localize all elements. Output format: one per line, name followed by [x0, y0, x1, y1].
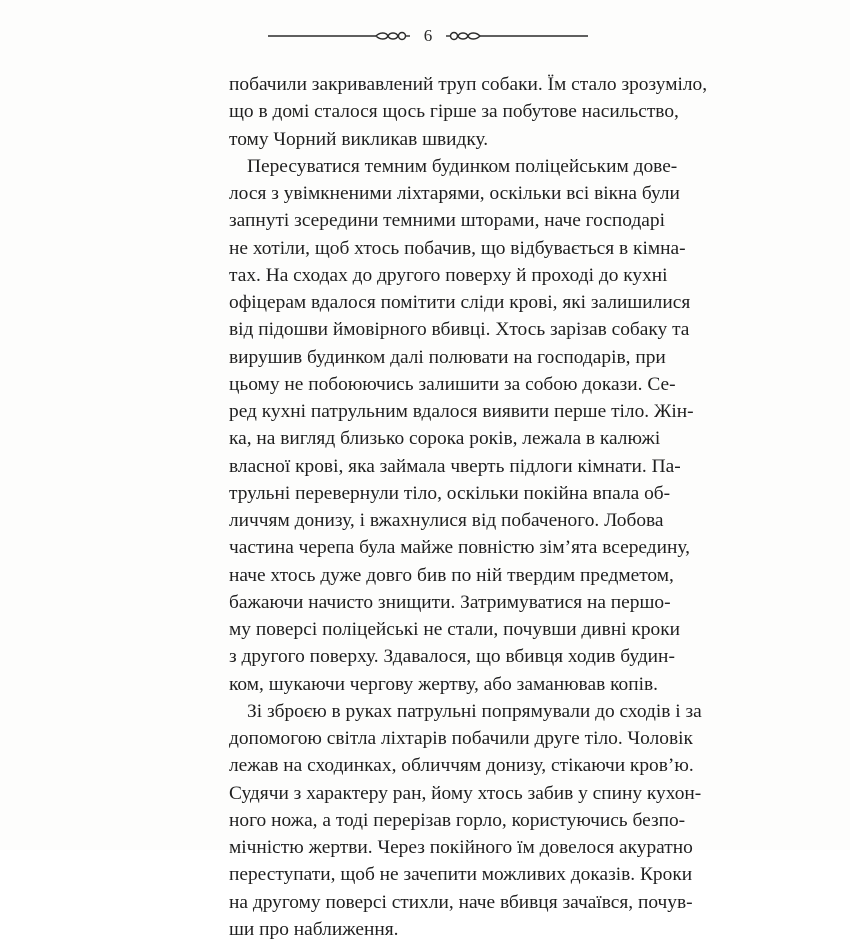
text-line: ком, шукаючи чергову жертву, або заманював копів.: [229, 673, 658, 695]
text-line: на другому поверсі стихли, наче вбивця зачаївся, почув-: [229, 891, 693, 913]
text-line: допомогою світла ліхтарів побачили друге тіло. Чоловік: [229, 728, 693, 749]
body-text: [229, 71, 708, 943]
text-line: переступати, щоб не зачепити можливих доказів. Кроки: [229, 864, 693, 886]
text-line: наче хтось дуже довго бив по ній твердим предметом,: [229, 564, 674, 586]
text-line: бажаючи начисто знищити. Затримуватися на першо-: [229, 591, 671, 613]
text-line: запнуті зсередини темними шторами, наче господарі: [229, 210, 665, 232]
text-line: побачили закривавлений труп собаки. Їм стало зрозуміло,: [229, 74, 708, 95]
text-line: власної крові, яка займала чверть підлоги кімнати. Па-: [229, 455, 681, 477]
text-line: Зі зброєю в руках патрульні попрямували до сходів і за: [247, 700, 702, 722]
text-line: мічністю жертви. Через покійного їм довелося акуратно: [229, 837, 693, 858]
text-line: ши про наближення.: [229, 918, 399, 940]
page-number: 6: [423, 26, 433, 45]
text-line: вирушив будинком далі полювати на господарів, при: [229, 346, 666, 368]
text-line: що в домі сталося щось гірше за побутове насильство,: [229, 101, 679, 123]
text-line: від підошви ймовірного вбивці. Хтось зарізав собаку та: [229, 319, 690, 341]
text-line: му поверсі поліцейські не стали, почувши дивні кроки: [229, 619, 681, 640]
text-line: не хотіли, щоб хтось побачив, що відбувається в кімна-: [229, 237, 686, 259]
text-line: Судячи з характеру ран, йому хтось забив у спину кухон-: [229, 782, 702, 804]
text-line: лося з увімкненими ліхтарями, оскільки всі вікна були: [229, 183, 680, 204]
text-line: личчям донизу, і вжахнулися від побаченого. Лобова: [229, 510, 664, 531]
text-line: ного ножа, а тоді перерізав горло, користуючись безпо-: [229, 809, 686, 831]
text-line: цьому не побоюючись залишити за собою докази. Се-: [229, 373, 676, 395]
text-line: Пересуватися темним будинком поліцейським дове-: [247, 155, 678, 177]
text-line: офіцерам вдалося помітити сліди крові, які залишилися: [229, 292, 691, 313]
text-line: лежав на сходинках, обличчям донизу, стікаючи кров’ю.: [229, 755, 694, 777]
text-line: трульні перевернули тіло, оскільки покійна впала об-: [229, 482, 671, 504]
text-line: ка, на вигляд близько сорока років, лежала в калюжі: [229, 428, 661, 450]
text-line: тому Чорний викликав швидку.: [229, 128, 489, 150]
text-line: тах. На сходах до другого поверху й проході до кухні: [229, 264, 668, 286]
text-line: ред кухні патрульним вдалося виявити перше тіло. Жін-: [229, 401, 694, 422]
text-line: частина черепа була майже повністю зім’ята всередину,: [229, 537, 690, 559]
text-line: з другого поверху. Здавалося, що вбивця ходив будин-: [229, 646, 675, 668]
page-header: [268, 22, 588, 52]
